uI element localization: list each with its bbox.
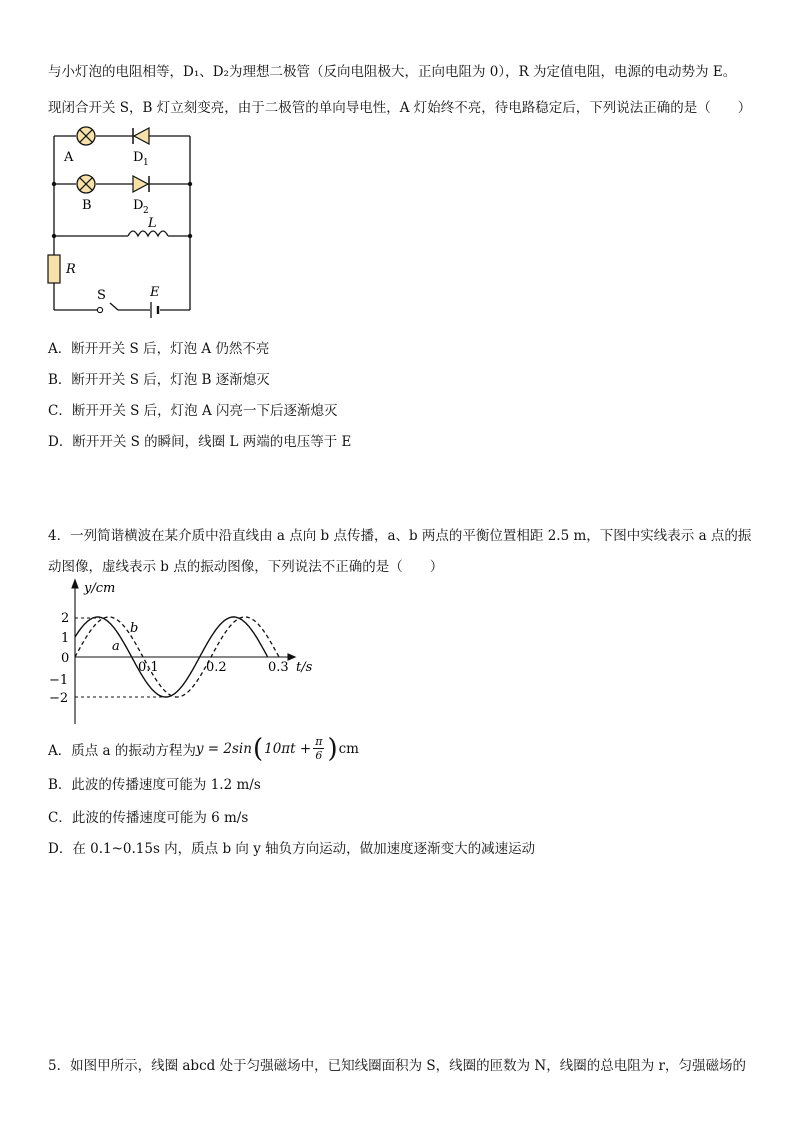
- ytick-0: 0: [61, 651, 70, 666]
- curve-b-label: b: [130, 621, 139, 636]
- fraction: [313, 735, 324, 762]
- right-paren: ): [327, 733, 338, 764]
- lamp-a-label: A: [64, 150, 74, 165]
- q3-text-line2: 现闭合开关 S，B 灯立刻变亮，由于二极管的单向导电性，A 灯始终不亮，待电路稳定后，下列说法正确的是（ ）: [48, 100, 752, 116]
- diode1-sub: 1: [143, 158, 149, 168]
- q4-text-line2: 动图像，虚线表示 b 点的振动图像，下列说法不正确的是（ ）: [48, 559, 444, 575]
- q4-option-a-unit: cm: [338, 740, 359, 757]
- diode2-sub: 2: [143, 206, 149, 216]
- q4-option-d: D．在 0.1~0.15s 内，质点 b 向 y 轴负方向运动，做加速度逐渐变大的减速运动: [48, 841, 536, 857]
- q3-text-line1: 与小灯泡的电阻相等，D₁、D₂为理想二极管（反向电阻极大，正向电阻为 0），R 为定值电阻，电源的电动势为 E。: [48, 64, 737, 80]
- left-paren: (: [252, 733, 264, 764]
- q4-option-a-inner: 10πt +: [264, 740, 312, 757]
- resistor-label: R: [66, 262, 76, 277]
- q3-option-a: A．断开开关 S 后，灯泡 A 仍然不亮: [48, 341, 270, 357]
- q4-option-a-prefix: A．质点 a 的振动方程为: [48, 742, 196, 759]
- lamp-b-label: B: [82, 198, 92, 213]
- diode1-label: D: [133, 150, 144, 165]
- q3-option-c: C．断开开关 S 后，灯泡 A 闪亮一下后逐渐熄灭: [48, 403, 338, 419]
- ytick-1: 1: [61, 631, 70, 646]
- xtick-0.3: 0.3: [268, 660, 289, 675]
- q4-option-a: [48, 735, 359, 762]
- switch-label: S: [97, 288, 106, 303]
- q4-option-b: B．此波的传播速度可能为 1.2 m/s: [48, 777, 261, 793]
- q4-text-line1: 4．一列简谐横波在某介质中沿直线由 a 点向 b 点传播，a、b 两点的平衡位置相距 2.5 m，下图中实线表示 a 点的振: [48, 528, 752, 544]
- diode2-label: D: [133, 198, 144, 213]
- q3-option-b: B．断开开关 S 后，灯泡 B 逐渐熄灭: [48, 372, 270, 388]
- fraction-den: 6: [315, 749, 323, 762]
- battery-label: E: [150, 285, 160, 300]
- q4-option-a-eq: y = 2sin: [195, 740, 252, 757]
- ytick-neg2: −2: [49, 691, 69, 706]
- q3-option-d: D．断开开关 S 的瞬间，线圈 L 两端的电压等于 E: [48, 434, 352, 450]
- q4-option-c: C．此波的传播速度可能为 6 m/s: [48, 810, 249, 826]
- inductor-label: L: [148, 216, 157, 231]
- curve-a-label: a: [112, 639, 120, 654]
- ytick-neg1: −1: [49, 673, 69, 688]
- x-axis-label: t/s: [296, 660, 313, 675]
- xtick-0.2: 0.2: [206, 660, 227, 675]
- ytick-2: 2: [61, 611, 70, 626]
- q5-text-line1: 5．如图甲所示，线圈 abcd 处于匀强磁场中，已知线圈面积为 S，线圈的匝数为 N，线圈的总电阻为 r，匀强磁场的: [48, 1058, 746, 1074]
- xtick-0.1: 0.1: [138, 660, 159, 675]
- fraction-num: π: [315, 735, 323, 748]
- y-axis-label: y/cm: [84, 581, 116, 596]
